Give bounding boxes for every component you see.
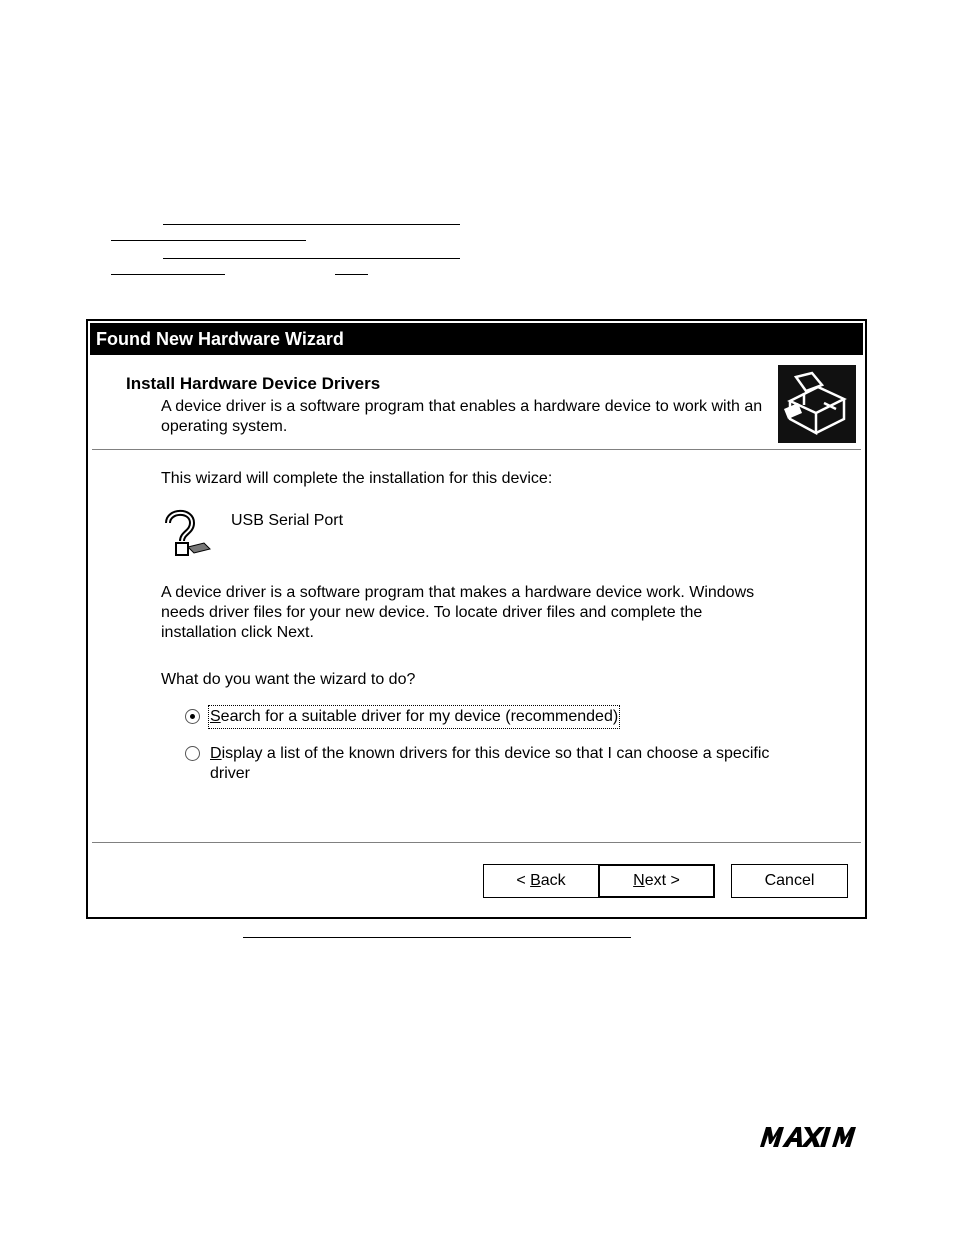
- header-separator: [92, 449, 861, 451]
- description-line-1: A device driver is a software program that makes a hardware device work. Windows: [161, 584, 755, 601]
- text-underline: [163, 258, 460, 259]
- next-button[interactable]: Next >: [598, 864, 715, 898]
- maxim-logo: [756, 1127, 864, 1147]
- footer-separator: [92, 842, 861, 844]
- question-text: What do you want the wizard to do?: [161, 671, 416, 688]
- description-line-3: installation click Next.: [161, 624, 314, 641]
- text-underline: [111, 240, 306, 241]
- option-display-drivers[interactable]: [185, 744, 769, 784]
- text-underline: [243, 937, 631, 938]
- description-line-2: needs driver files for your new device. To locate driver files and complete the: [161, 604, 703, 621]
- text-underline: [335, 274, 368, 275]
- radio-display-drivers[interactable]: [185, 746, 200, 761]
- wizard-window: [86, 319, 867, 919]
- header-description: A device driver is a software program that enables a hardware device to work with an operating system.: [161, 398, 763, 435]
- text-underline: [111, 274, 225, 275]
- device-name: USB Serial Port: [231, 512, 344, 529]
- cancel-button[interactable]: Cancel: [731, 864, 848, 898]
- option-display-drivers-label: Display a list of the known drivers for this device so that I can choose a specific driver: [210, 745, 770, 782]
- hardware-install-icon: [778, 365, 856, 443]
- option-search-driver[interactable]: [185, 707, 618, 727]
- window-title: Found New Hardware Wizard: [90, 323, 863, 355]
- option-search-driver-label: Search for a suitable driver for my device (recommended): [210, 708, 619, 725]
- intro-text: This wizard will complete the installation for this device:: [161, 470, 553, 487]
- radio-search-driver[interactable]: [185, 709, 200, 724]
- text-underline: [163, 224, 460, 225]
- back-button[interactable]: < Back: [483, 864, 599, 898]
- header-title: Install Hardware Device Drivers: [126, 374, 381, 393]
- unknown-device-icon: [158, 505, 214, 561]
